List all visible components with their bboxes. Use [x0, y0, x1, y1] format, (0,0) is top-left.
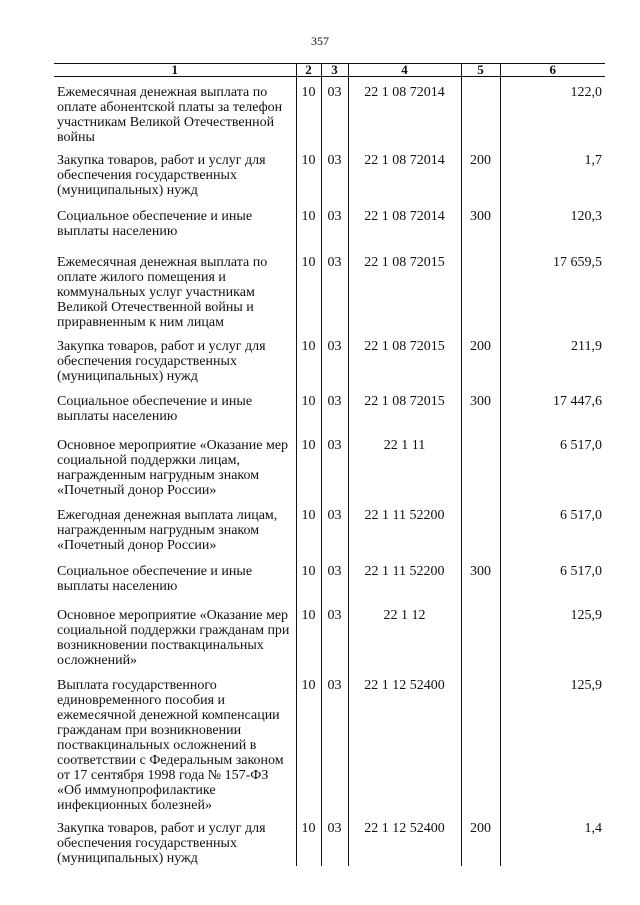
row-expense-type — [461, 670, 500, 813]
table-row — [54, 556, 605, 600]
row-name: Основное мероприятие «Оказание мер социальной поддержки гражданам при возникновении поствакцинальных осложнений» — [57, 608, 290, 668]
row-expense-type: 200 — [461, 145, 500, 201]
row-target-code: 22 1 08 72015 — [348, 247, 461, 331]
row-section: 10 — [296, 201, 321, 247]
budget-table — [54, 63, 605, 866]
row-subsection: 03 — [321, 600, 348, 670]
column-header: 5 — [461, 64, 500, 77]
table-header-row — [54, 64, 605, 77]
row-name: Выплата государственного единовременного пособия и ежемесячной денежной компенсации гражданам при возникновении поствакцинальных осложнений в соответствии с Федеральным законом от 17 сентября 1998 года № 157-ФЗ «Об иммунопрофилактике инфекционных болезней» — [57, 678, 284, 813]
row-expense-type — [461, 77, 500, 146]
row-target-code: 22 1 08 72014 — [348, 77, 461, 146]
table-row — [54, 331, 605, 386]
row-amount: 125,9 — [500, 600, 605, 670]
row-section: 10 — [296, 600, 321, 670]
column-header: 2 — [296, 64, 321, 77]
row-section: 10 — [296, 500, 321, 556]
row-name: Закупка товаров, работ и услуг для обеспечения государственных (муниципальных) нужд — [57, 821, 266, 866]
row-amount: 1,7 — [500, 145, 605, 201]
table-row — [54, 600, 605, 670]
table-row — [54, 77, 605, 146]
table-row — [54, 386, 605, 430]
row-expense-type: 200 — [461, 813, 500, 866]
row-expense-type: 300 — [461, 556, 500, 600]
row-section: 10 — [296, 813, 321, 866]
row-name: Закупка товаров, работ и услуг для обеспечения государственных (муниципальных) нужд — [57, 153, 266, 198]
row-expense-type: 300 — [461, 386, 500, 430]
row-expense-type — [461, 600, 500, 670]
row-name: Ежемесячная денежная выплата по оплате жилого помещения и коммунальных услуг участникам Великой Отечественной войны и приравненным к ним лицам — [57, 255, 268, 330]
row-section: 10 — [296, 77, 321, 146]
row-section: 10 — [296, 145, 321, 201]
row-section: 10 — [296, 331, 321, 386]
row-target-code: 22 1 11 52200 — [348, 556, 461, 600]
row-amount: 125,9 — [500, 670, 605, 813]
table-row — [54, 145, 605, 201]
row-target-code: 22 1 12 52400 — [348, 670, 461, 813]
row-expense-type — [461, 500, 500, 556]
table-row — [54, 670, 605, 813]
row-subsection: 03 — [321, 145, 348, 201]
row-amount: 211,9 — [500, 331, 605, 386]
table-row — [54, 500, 605, 556]
row-target-code: 22 1 11 52200 — [348, 500, 461, 556]
row-target-code: 22 1 12 — [348, 600, 461, 670]
column-header: 4 — [348, 64, 461, 77]
table-row — [54, 247, 605, 331]
row-section: 10 — [296, 386, 321, 430]
row-amount: 6 517,0 — [500, 556, 605, 600]
row-name: Социальное обеспечение и иные выплаты населению — [57, 209, 253, 239]
table-row — [54, 430, 605, 500]
row-target-code: 22 1 11 — [348, 430, 461, 500]
row-amount: 120,3 — [500, 201, 605, 247]
row-section: 10 — [296, 247, 321, 331]
row-amount: 1,4 — [500, 813, 605, 866]
row-subsection: 03 — [321, 386, 348, 430]
row-subsection: 03 — [321, 77, 348, 146]
row-expense-type: 300 — [461, 201, 500, 247]
row-amount: 6 517,0 — [500, 500, 605, 556]
row-expense-type — [461, 247, 500, 331]
row-subsection: 03 — [321, 201, 348, 247]
row-name: Социальное обеспечение и иные выплаты населению — [57, 394, 253, 424]
row-amount: 122,0 — [500, 77, 605, 146]
row-name: Основное мероприятие «Оказание мер социальной поддержки лицам, награжденным нагрудным знаком «Почетный донор России» — [57, 438, 289, 498]
column-header: 6 — [500, 64, 605, 77]
row-name: Ежегодная денежная выплата лицам, награжденным нагрудным знаком «Почетный донор России» — [57, 508, 278, 553]
row-section: 10 — [296, 430, 321, 500]
row-name: Ежемесячная денежная выплата по оплате абонентской платы за телефон участникам Великой Отечественной войны — [57, 85, 283, 145]
row-target-code: 22 1 08 72014 — [348, 201, 461, 247]
row-expense-type — [461, 430, 500, 500]
row-subsection: 03 — [321, 331, 348, 386]
row-amount: 6 517,0 — [500, 430, 605, 500]
row-amount: 17 659,5 — [500, 247, 605, 331]
page-number: 357 — [311, 34, 329, 48]
row-target-code: 22 1 08 72014 — [348, 145, 461, 201]
row-expense-type: 200 — [461, 331, 500, 386]
table-row — [54, 813, 605, 866]
row-section: 10 — [296, 670, 321, 813]
row-target-code: 22 1 08 72015 — [348, 331, 461, 386]
row-amount: 17 447,6 — [500, 386, 605, 430]
table-row — [54, 201, 605, 247]
row-section: 10 — [296, 556, 321, 600]
row-subsection: 03 — [321, 430, 348, 500]
row-name: Закупка товаров, работ и услуг для обеспечения государственных (муниципальных) нужд — [57, 339, 266, 384]
row-subsection: 03 — [321, 556, 348, 600]
row-subsection: 03 — [321, 670, 348, 813]
row-name: Социальное обеспечение и иные выплаты населению — [57, 564, 253, 594]
row-subsection: 03 — [321, 500, 348, 556]
row-target-code: 22 1 12 52400 — [348, 813, 461, 866]
row-subsection: 03 — [321, 813, 348, 866]
row-subsection: 03 — [321, 247, 348, 331]
column-header: 1 — [54, 64, 296, 77]
column-header: 3 — [321, 64, 348, 77]
row-target-code: 22 1 08 72015 — [348, 386, 461, 430]
